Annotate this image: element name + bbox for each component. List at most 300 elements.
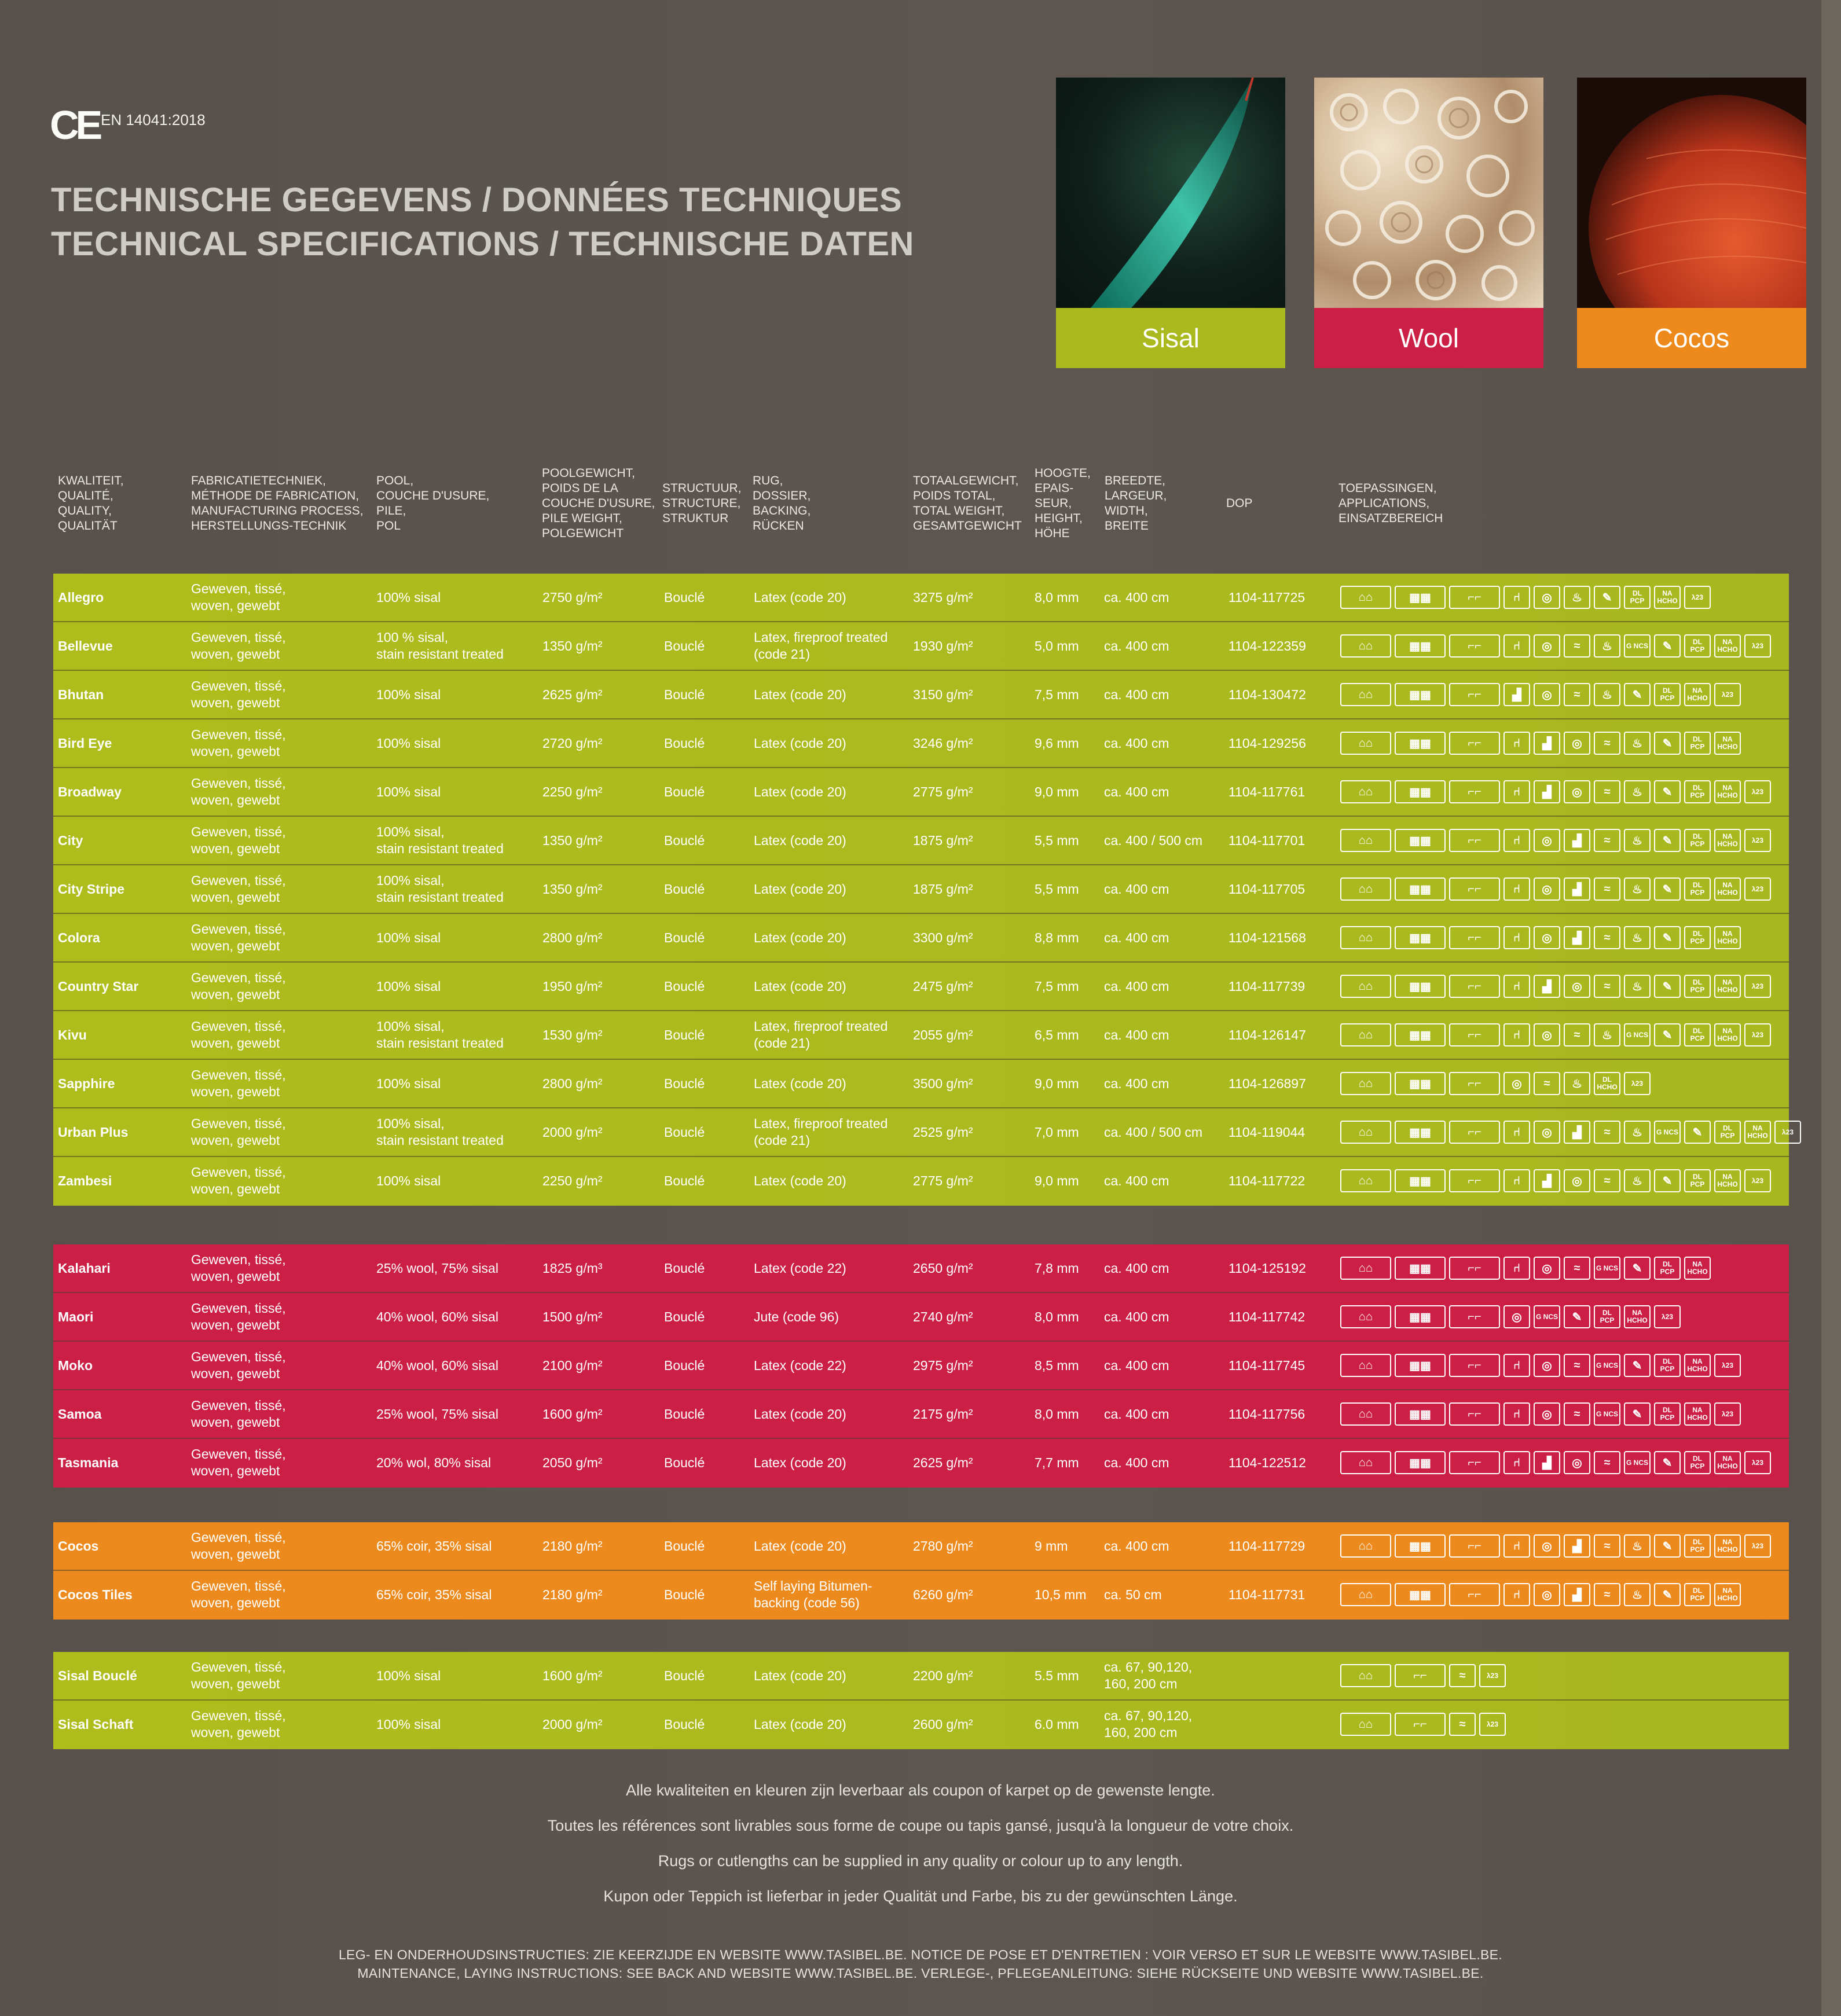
na-hcho-icon: NA HCHO xyxy=(1624,1305,1651,1328)
bfl-s1-icon: ♨ xyxy=(1594,683,1620,706)
stain-icon: ✎ xyxy=(1654,1023,1681,1046)
cell-total-weight: 2200 g/m² xyxy=(913,1668,973,1683)
dl-pcp-icon: DL PCP xyxy=(1684,732,1711,755)
λ23-icon: λ23 xyxy=(1684,586,1711,609)
castor-icon: ◎ xyxy=(1564,780,1590,803)
cell-total-weight: 3246 g/m² xyxy=(913,735,973,751)
cell-name: Colora xyxy=(58,930,100,945)
house-icon: ⌂⌂ xyxy=(1340,586,1391,609)
cell-height: 7,5 mm xyxy=(1035,686,1079,702)
steps-icon: ▟ xyxy=(1534,1169,1560,1192)
steps-icon: ▟ xyxy=(1564,1534,1590,1558)
office-icon: ▦▦ xyxy=(1395,683,1446,706)
g-ncs-icon: G NCS xyxy=(1624,634,1651,658)
title-line-2: TECHNICAL SPECIFICATIONS / TECHNISCHE DATEN xyxy=(51,225,914,263)
heat-icon: ≈ xyxy=(1594,732,1620,755)
cell-structure: Bouclé xyxy=(664,1075,705,1091)
table-group-green xyxy=(53,1652,1789,1749)
stairs-icon: ⌐⌐ xyxy=(1449,586,1500,609)
cell-process: Geweven, tissé, woven, gewebt xyxy=(191,727,286,759)
cell-dop: 1104-129256 xyxy=(1228,735,1306,751)
table-row xyxy=(53,671,1789,719)
application-icons xyxy=(1340,1439,1771,1486)
application-icons xyxy=(1340,1108,1801,1156)
cell-pile-weight: 2250 g/m² xyxy=(542,1173,603,1188)
cell-height: 7,7 mm xyxy=(1035,1455,1079,1470)
cell-pile-weight: 2000 g/m² xyxy=(542,1124,603,1140)
na-hcho-icon: NA HCHO xyxy=(1714,1583,1741,1606)
office-icon: ▦▦ xyxy=(1395,1072,1446,1095)
table-row xyxy=(53,1390,1789,1439)
castor-icon: ◎ xyxy=(1534,1354,1560,1377)
cell-width: ca. 50 cm xyxy=(1104,1587,1162,1602)
cell-backing: Latex (code 20) xyxy=(754,1173,846,1188)
cell-structure: Bouclé xyxy=(664,1357,705,1373)
cell-height: 5,0 mm xyxy=(1035,638,1079,653)
stain-icon: ✎ xyxy=(1654,780,1681,803)
na-hcho-icon: NA HCHO xyxy=(1714,1169,1741,1192)
cell-pile: 65% coir, 35% sisal xyxy=(376,1538,492,1554)
λ23-icon: λ23 xyxy=(1744,975,1771,998)
cell-name: Kalahari xyxy=(58,1260,111,1276)
steps-icon: ▟ xyxy=(1564,1121,1590,1144)
stairs-icon: ⌐⌐ xyxy=(1395,1713,1446,1736)
office-icon: ▦▦ xyxy=(1395,780,1446,803)
cell-dop: 1104-122359 xyxy=(1228,638,1306,653)
house-icon: ⌂⌂ xyxy=(1340,926,1391,949)
castor-icon: ◎ xyxy=(1534,1402,1560,1426)
wool-label: Wool xyxy=(1314,308,1543,368)
cell-process: Geweven, tissé, woven, gewebt xyxy=(191,1349,286,1381)
cell-structure: Bouclé xyxy=(664,832,705,848)
dl-pcp-icon: DL PCP xyxy=(1624,586,1651,609)
heat-icon: ≈ xyxy=(1594,1169,1620,1192)
stairs-icon: ⌐⌐ xyxy=(1449,1354,1500,1377)
cell-pile-weight: 2625 g/m² xyxy=(542,686,603,702)
na-hcho-icon: NA HCHO xyxy=(1714,1451,1741,1474)
cell-structure: Bouclé xyxy=(664,735,705,751)
stairs-icon: ⌐⌐ xyxy=(1449,732,1500,755)
cell-structure: Bouclé xyxy=(664,930,705,945)
cell-name: Kivu xyxy=(58,1027,87,1042)
chair-icon: ⑁ xyxy=(1503,1023,1530,1046)
column-header-4: STRUCTUUR, STRUCTURE, STRUKTUR xyxy=(662,482,742,525)
cell-dop: 1104-117701 xyxy=(1228,832,1305,848)
application-icons xyxy=(1340,574,1711,621)
table-row xyxy=(53,1108,1794,1157)
stairs-icon: ⌐⌐ xyxy=(1449,1402,1500,1426)
table-row xyxy=(53,1522,1789,1571)
dl-pcp-icon: DL PCP xyxy=(1684,829,1711,852)
ce-mark: CE xyxy=(50,102,100,148)
house-icon: ⌂⌂ xyxy=(1340,1072,1391,1095)
cell-process: Geweven, tissé, woven, gewebt xyxy=(191,678,286,710)
cell-pile: 100% sisal xyxy=(376,784,441,799)
house-icon: ⌂⌂ xyxy=(1340,780,1391,803)
application-icons xyxy=(1340,1157,1771,1205)
wool-image xyxy=(1314,78,1543,308)
heat-icon: ≈ xyxy=(1564,683,1590,706)
steps-icon: ▟ xyxy=(1534,732,1560,755)
office-icon: ▦▦ xyxy=(1395,1402,1446,1426)
application-icons xyxy=(1340,1522,1771,1570)
stain-icon: ✎ xyxy=(1654,926,1681,949)
cell-pile: 100% sisal, stain resistant treated xyxy=(376,873,504,905)
chair-icon: ⑁ xyxy=(1503,634,1530,658)
na-hcho-icon: NA HCHO xyxy=(1654,586,1681,609)
cell-name: Bhutan xyxy=(58,686,104,702)
cell-pile: 25% wool, 75% sisal xyxy=(376,1406,498,1422)
cell-backing: Jute (code 96) xyxy=(754,1309,839,1324)
cell-backing: Latex (code 22) xyxy=(754,1357,846,1373)
na-hcho-icon: NA HCHO xyxy=(1714,829,1741,852)
cell-dop: 1104-126147 xyxy=(1228,1027,1306,1042)
cell-total-weight: 2475 g/m² xyxy=(913,978,973,994)
cell-backing: Latex (code 20) xyxy=(754,1668,846,1683)
cell-height: 6,5 mm xyxy=(1035,1027,1079,1042)
cell-name: Cocos Tiles xyxy=(58,1587,133,1602)
steps-icon: ▟ xyxy=(1564,877,1590,901)
cell-name: Tasmania xyxy=(58,1455,119,1470)
dl-pcp-icon: DL PCP xyxy=(1684,634,1711,658)
cell-structure: Bouclé xyxy=(664,1124,705,1140)
stairs-icon: ⌐⌐ xyxy=(1449,1257,1500,1280)
cell-pile: 100% sisal xyxy=(376,1075,441,1091)
stairs-icon: ⌐⌐ xyxy=(1449,877,1500,901)
castor-icon: ◎ xyxy=(1534,1583,1560,1606)
cell-process: Geweven, tissé, woven, gewebt xyxy=(191,1301,286,1332)
cell-pile-weight: 2000 g/m² xyxy=(542,1716,603,1732)
λ23-icon: λ23 xyxy=(1744,1451,1771,1474)
stairs-icon: ⌐⌐ xyxy=(1449,975,1500,998)
na-hcho-icon: NA HCHO xyxy=(1714,732,1741,755)
stairs-icon: ⌐⌐ xyxy=(1395,1664,1446,1687)
stain-icon: ✎ xyxy=(1624,1354,1651,1377)
g-ncs-icon: G NCS xyxy=(1594,1402,1620,1426)
cell-process: Geweven, tissé, woven, gewebt xyxy=(191,776,286,807)
na-hcho-icon: NA HCHO xyxy=(1714,926,1741,949)
λ23-icon: λ23 xyxy=(1714,1402,1741,1426)
cell-pile-weight: 1350 g/m² xyxy=(542,832,603,848)
cell-dop: 1104-130472 xyxy=(1228,686,1306,702)
office-icon: ▦▦ xyxy=(1395,877,1446,901)
cell-dop: 1104-117705 xyxy=(1228,881,1305,897)
cell-name: City Stripe xyxy=(58,881,125,897)
dl-pcp-icon: DL PCP xyxy=(1714,1121,1741,1144)
cell-height: 8,0 mm xyxy=(1035,1309,1079,1324)
office-icon: ▦▦ xyxy=(1395,1121,1446,1144)
office-icon: ▦▦ xyxy=(1395,1169,1446,1192)
chair-icon: ⑁ xyxy=(1503,1121,1530,1144)
λ23-icon: λ23 xyxy=(1744,780,1771,803)
heat-icon: ≈ xyxy=(1594,975,1620,998)
table-row xyxy=(53,1342,1789,1390)
na-hcho-icon: NA HCHO xyxy=(1714,975,1741,998)
cell-width: ca. 400 cm xyxy=(1104,1075,1169,1091)
cell-pile: 100% sisal, stain resistant treated xyxy=(376,824,504,856)
dl-pcp-icon: DL PCP xyxy=(1684,877,1711,901)
stain-icon: ✎ xyxy=(1654,1169,1681,1192)
dl-pcp-icon: DL PCP xyxy=(1654,683,1681,706)
footnote-fr: Toutes les références sont livrables sous forme de coupe ou tapis gansé, jusqu'à la longueur de votre choix. xyxy=(547,1817,1294,1834)
dl-pcp-icon: DL PCP xyxy=(1654,1402,1681,1426)
instructions-line-2: MAINTENANCE, LAYING INSTRUCTIONS: SEE BACK AND WEBSITE WWW.TASIBEL.BE. VERLEGE-, PFLEGEANLEITUNG: SIEHE RÜCKSEITE UND WEBSITE WWW.TASIBEL.BE. xyxy=(357,1966,1484,1981)
steps-icon: ▟ xyxy=(1534,1451,1560,1474)
castor-icon: ◎ xyxy=(1564,732,1590,755)
dl-hcho-icon: DL HCHO xyxy=(1594,1072,1620,1095)
house-icon: ⌂⌂ xyxy=(1340,1664,1391,1687)
bfl-s1-icon: ♨ xyxy=(1564,1072,1590,1095)
g-ncs-icon: G NCS xyxy=(1654,1121,1681,1144)
na-hcho-icon: NA HCHO xyxy=(1684,683,1711,706)
cell-height: 8,8 mm xyxy=(1035,930,1079,945)
cell-process: Geweven, tissé, woven, gewebt xyxy=(191,1116,286,1148)
dl-pcp-icon: DL PCP xyxy=(1684,926,1711,949)
cell-pile: 100% sisal xyxy=(376,735,441,751)
stairs-icon: ⌐⌐ xyxy=(1449,1305,1500,1328)
cell-pile-weight: 2800 g/m² xyxy=(542,930,603,945)
stairs-icon: ⌐⌐ xyxy=(1449,926,1500,949)
λ23-icon: λ23 xyxy=(1744,1023,1771,1046)
cell-process: Geweven, tissé, woven, gewebt xyxy=(191,1067,286,1099)
heat-icon: ≈ xyxy=(1594,1583,1620,1606)
coconut-icon xyxy=(1577,78,1806,308)
stain-icon: ✎ xyxy=(1654,1451,1681,1474)
cell-structure: Bouclé xyxy=(664,1173,705,1188)
house-icon: ⌂⌂ xyxy=(1340,1713,1391,1736)
heat-icon: ≈ xyxy=(1564,1257,1590,1280)
cell-width: ca. 400 cm xyxy=(1104,784,1169,799)
cell-width: ca. 400 cm xyxy=(1104,1455,1169,1470)
cell-total-weight: 3300 g/m² xyxy=(913,930,973,945)
na-hcho-icon: NA HCHO xyxy=(1744,1121,1771,1144)
cell-total-weight: 1875 g/m² xyxy=(913,881,973,897)
cell-width: ca. 67, 90,120, 160, 200 cm xyxy=(1104,1708,1193,1740)
column-header-6: TOTAALGEWICHT, POIDS TOTAL, TOTAL WEIGHT, GESAMTGEWICHT xyxy=(913,474,1022,533)
dl-pcp-icon: DL PCP xyxy=(1684,1583,1711,1606)
cell-total-weight: 2625 g/m² xyxy=(913,1455,973,1470)
cell-height: 10,5 mm xyxy=(1035,1587,1087,1602)
chair-icon: ⑁ xyxy=(1503,926,1530,949)
cell-pile: 100% sisal xyxy=(376,1716,441,1732)
house-icon: ⌂⌂ xyxy=(1340,877,1391,901)
table-group-orange xyxy=(53,1522,1789,1620)
cell-height: 5,5 mm xyxy=(1035,881,1079,897)
table-group-red xyxy=(53,1244,1789,1488)
castor-icon: ◎ xyxy=(1534,1534,1560,1558)
λ23-icon: λ23 xyxy=(1744,877,1771,901)
cell-backing: Latex (code 20) xyxy=(754,784,846,799)
cell-process: Geweven, tissé, woven, gewebt xyxy=(191,1252,286,1284)
cell-structure: Bouclé xyxy=(664,1538,705,1554)
table-row xyxy=(53,1157,1789,1206)
cell-pile-weight: 1600 g/m² xyxy=(542,1668,603,1683)
table-row xyxy=(53,1701,1789,1749)
cell-dop: 1104-117756 xyxy=(1228,1406,1305,1422)
table-row xyxy=(53,1244,1789,1293)
cell-dop: 1104-117729 xyxy=(1228,1538,1305,1554)
λ23-icon: λ23 xyxy=(1744,1534,1771,1558)
cell-structure: Bouclé xyxy=(664,784,705,799)
stain-icon: ✎ xyxy=(1624,683,1651,706)
g-ncs-icon: G NCS xyxy=(1534,1305,1560,1328)
cell-name: Bird Eye xyxy=(58,735,112,751)
house-icon: ⌂⌂ xyxy=(1340,1121,1391,1144)
cell-backing: Latex (code 20) xyxy=(754,1455,846,1470)
chair-icon: ⑁ xyxy=(1503,877,1530,901)
house-icon: ⌂⌂ xyxy=(1340,1305,1391,1328)
cell-width: ca. 400 cm xyxy=(1104,1538,1169,1554)
material-wool xyxy=(1314,78,1543,368)
cell-process: Geweven, tissé, woven, gewebt xyxy=(191,1659,286,1691)
cell-height: 7,5 mm xyxy=(1035,978,1079,994)
cell-name: Urban Plus xyxy=(58,1124,129,1140)
castor-icon: ◎ xyxy=(1564,975,1590,998)
cell-process: Geweven, tissé, woven, gewebt xyxy=(191,921,286,953)
application-icons xyxy=(1340,768,1771,816)
na-hcho-icon: NA HCHO xyxy=(1684,1402,1711,1426)
cell-backing: Latex (code 20) xyxy=(754,1406,846,1422)
cell-name: Moko xyxy=(58,1357,93,1373)
λ23-icon: λ23 xyxy=(1744,634,1771,658)
g-ncs-icon: G NCS xyxy=(1624,1023,1651,1046)
cell-height: 8,0 mm xyxy=(1035,1406,1079,1422)
cell-pile: 100% sisal, stain resistant treated xyxy=(376,1116,504,1148)
sisal-leaf-icon xyxy=(1056,78,1285,308)
stain-icon: ✎ xyxy=(1564,1305,1590,1328)
steps-icon: ▟ xyxy=(1564,926,1590,949)
house-icon: ⌂⌂ xyxy=(1340,975,1391,998)
cell-total-weight: 6260 g/m² xyxy=(913,1587,973,1602)
house-icon: ⌂⌂ xyxy=(1340,829,1391,852)
table-row xyxy=(53,914,1789,963)
stairs-icon: ⌐⌐ xyxy=(1449,1023,1500,1046)
office-icon: ▦▦ xyxy=(1395,1534,1446,1558)
cell-backing: Latex, fireproof treated (code 21) xyxy=(754,630,888,662)
cell-pile-weight: 2720 g/m² xyxy=(542,735,603,751)
bfl-s1-icon: ♨ xyxy=(1624,1534,1651,1558)
chair-icon: ⑁ xyxy=(1503,1583,1530,1606)
cell-dop: 1104-117731 xyxy=(1228,1587,1305,1602)
application-icons xyxy=(1340,817,1771,864)
cell-pile-weight: 2180 g/m² xyxy=(542,1587,603,1602)
chair-icon: ⑁ xyxy=(1503,1402,1530,1426)
castor-icon: ◎ xyxy=(1534,926,1560,949)
cell-pile-weight: 1825 g/m³ xyxy=(542,1260,603,1276)
cell-width: ca. 400 cm xyxy=(1104,735,1169,751)
page-edge xyxy=(1821,0,1841,2016)
cell-width: ca. 400 cm xyxy=(1104,1357,1169,1373)
cell-height: 9,0 mm xyxy=(1035,1173,1079,1188)
na-hcho-icon: NA HCHO xyxy=(1684,1257,1711,1280)
stairs-icon: ⌐⌐ xyxy=(1449,683,1500,706)
dl-pcp-icon: DL PCP xyxy=(1654,1257,1681,1280)
na-hcho-icon: NA HCHO xyxy=(1714,780,1741,803)
heat-icon: ≈ xyxy=(1594,877,1620,901)
chair-icon: ⑁ xyxy=(1503,1451,1530,1474)
application-icons xyxy=(1340,1244,1711,1292)
cocos-label: Cocos xyxy=(1577,308,1806,368)
office-icon: ▦▦ xyxy=(1395,1451,1446,1474)
office-icon: ▦▦ xyxy=(1395,634,1446,658)
cell-height: 7,0 mm xyxy=(1035,1124,1079,1140)
cell-backing: Latex (code 20) xyxy=(754,832,846,848)
cell-pile: 100% sisal xyxy=(376,978,441,994)
cell-pile-weight: 1950 g/m² xyxy=(542,978,603,994)
cell-total-weight: 2650 g/m² xyxy=(913,1260,973,1276)
cell-name: Sisal Schaft xyxy=(58,1716,134,1732)
column-header-10: TOEPASSINGEN, APPLICATIONS, EINSATZBEREICH xyxy=(1338,482,1443,525)
application-icons xyxy=(1340,1701,1506,1748)
cell-name: Sisal Bouclé xyxy=(58,1668,137,1683)
steps-icon: ▟ xyxy=(1534,780,1560,803)
house-icon: ⌂⌂ xyxy=(1340,1023,1391,1046)
cell-pile-weight: 2100 g/m² xyxy=(542,1357,603,1373)
cell-total-weight: 2600 g/m² xyxy=(913,1716,973,1732)
cell-pile-weight: 2250 g/m² xyxy=(542,784,603,799)
house-icon: ⌂⌂ xyxy=(1340,1354,1391,1377)
column-header-0: KWALITEIT, QUALITÉ, QUALITY, QUALITÄT xyxy=(58,474,124,533)
cell-structure: Bouclé xyxy=(664,1455,705,1470)
cell-backing: Self laying Bitumen- backing (code 56) xyxy=(754,1578,872,1610)
office-icon: ▦▦ xyxy=(1395,926,1446,949)
office-icon: ▦▦ xyxy=(1395,1354,1446,1377)
cell-name: Country Star xyxy=(58,978,139,994)
bfl-s1-icon: ♨ xyxy=(1624,829,1651,852)
chair-icon: ⑁ xyxy=(1503,975,1530,998)
dl-pcp-icon: DL PCP xyxy=(1654,1354,1681,1377)
castor-icon: ◎ xyxy=(1534,829,1560,852)
house-icon: ⌂⌂ xyxy=(1340,1451,1391,1474)
cell-process: Geweven, tissé, woven, gewebt xyxy=(191,1446,286,1478)
cell-pile: 25% wool, 75% sisal xyxy=(376,1260,498,1276)
stain-icon: ✎ xyxy=(1624,1402,1651,1426)
cell-structure: Bouclé xyxy=(664,589,705,605)
house-icon: ⌂⌂ xyxy=(1340,1257,1391,1280)
application-icons xyxy=(1340,1571,1741,1618)
house-icon: ⌂⌂ xyxy=(1340,683,1391,706)
λ23-icon: λ23 xyxy=(1744,1169,1771,1192)
bfl-s1-icon: ♨ xyxy=(1564,586,1590,609)
table-row xyxy=(53,1293,1789,1342)
column-header-8: BREEDTE, LARGEUR, WIDTH, BREITE xyxy=(1105,474,1167,533)
cell-width: ca. 400 cm xyxy=(1104,978,1169,994)
chair-icon: ⑁ xyxy=(1503,780,1530,803)
castor-icon: ◎ xyxy=(1534,586,1560,609)
castor-icon: ◎ xyxy=(1564,1169,1590,1192)
stain-icon: ✎ xyxy=(1654,1583,1681,1606)
castor-icon: ◎ xyxy=(1534,877,1560,901)
λ23-icon: λ23 xyxy=(1744,829,1771,852)
heat-icon: ≈ xyxy=(1594,780,1620,803)
table-row xyxy=(53,1060,1789,1108)
cell-process: Geweven, tissé, woven, gewebt xyxy=(191,824,286,856)
cell-pile-weight: 2180 g/m² xyxy=(542,1538,603,1554)
cell-dop: 1104-117739 xyxy=(1228,978,1305,994)
table-row xyxy=(53,1439,1789,1488)
dl-pcp-icon: DL PCP xyxy=(1684,780,1711,803)
stain-icon: ✎ xyxy=(1624,1257,1651,1280)
cell-process: Geweven, tissé, woven, gewebt xyxy=(191,630,286,662)
column-header-1: FABRICATIETECHNIEK, MÉTHODE DE FABRICATION, MANUFACTURING PROCESS, HERSTELLUNGS-TECHNIK xyxy=(191,474,364,533)
bfl-s1-icon: ♨ xyxy=(1624,1583,1651,1606)
cell-height: 5,5 mm xyxy=(1035,832,1079,848)
heat-icon: ≈ xyxy=(1594,1121,1620,1144)
cell-dop: 1104-125192 xyxy=(1228,1260,1306,1276)
office-icon: ▦▦ xyxy=(1395,975,1446,998)
cell-dop: 1104-117761 xyxy=(1228,784,1305,799)
cell-total-weight: 3275 g/m² xyxy=(913,589,973,605)
